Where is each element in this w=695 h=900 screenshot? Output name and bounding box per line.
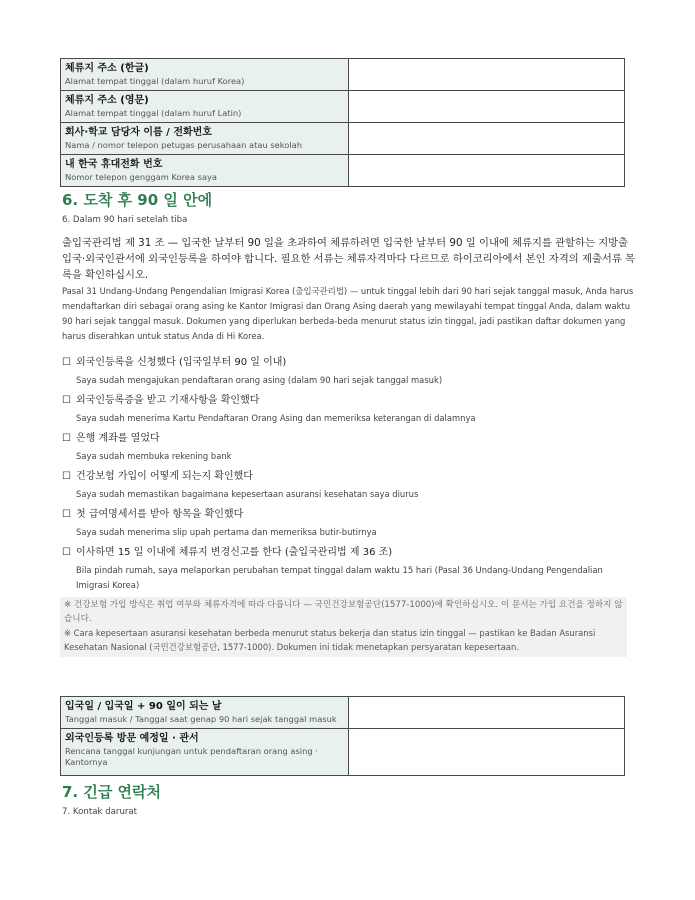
checklist-label-id: Saya sudah menerima slip upah pertama dan memeriksa butir-butirnya bbox=[76, 527, 377, 537]
section-6-heading: 6. 도착 후 90 일 안에 bbox=[62, 191, 213, 209]
field-label-ko: 체류지 주소 (한글) bbox=[65, 63, 149, 74]
checklist-item[interactable] bbox=[62, 507, 637, 540]
section-7-subtitle: 7. Kontak darurat bbox=[62, 807, 138, 817]
table-row bbox=[61, 155, 625, 187]
checklist-item[interactable] bbox=[62, 393, 637, 426]
residence-info-table bbox=[60, 58, 625, 187]
field-label bbox=[61, 697, 349, 729]
entry-date-field[interactable] bbox=[349, 697, 625, 729]
checklist-item[interactable] bbox=[62, 469, 637, 502]
field-label bbox=[61, 155, 349, 187]
field-label bbox=[61, 729, 349, 776]
table-row bbox=[61, 697, 625, 729]
checkbox-icon[interactable]: ☐ bbox=[62, 395, 71, 406]
field-label-id: Nomor telepon genggam Korea saya bbox=[65, 172, 218, 182]
registration-dates-table bbox=[60, 696, 625, 776]
table-row bbox=[61, 729, 625, 776]
note-text-id: ※ Cara kepesertaan asuransi kesehatan berbeda menurut status bekerja dan status izin tinggal — pastikan ke Badan Asuransi Kesehatan Nasional (국민건강보험공단, 1577-1000). Dokumen ini tidak menetapkan persyaratan kepesertaan. bbox=[64, 628, 596, 652]
checklist-label-id: Bila pindah rumah, saya melaporkan perubahan tempat tinggal dalam waktu 15 hari (Pasal 36 Undang-Undang Pengendalian Imigrasi Korea) bbox=[76, 565, 603, 590]
checklist-label-ko: 은행 계좌를 열었다 bbox=[76, 433, 160, 444]
checklist-label-ko: 외국인등록을 신청했다 (입국일부터 90 일 이내) bbox=[76, 357, 287, 368]
checkbox-icon[interactable]: ☐ bbox=[62, 547, 71, 558]
checklist-label-ko: 첫 급여명세서를 받아 항목을 확인했다 bbox=[76, 509, 244, 520]
checklist-item[interactable] bbox=[62, 431, 637, 464]
checkbox-icon[interactable]: ☐ bbox=[62, 357, 71, 368]
note-text-ko: ※ 건강보험 가입 방식은 취업 여부와 체류자격에 따라 다릅니다 — 국민건강보험공단(1577-1000)에 확인하십시오. 이 문서는 가입 요건을 정하지 않습니다. bbox=[64, 600, 623, 624]
checklist-label-id: Saya sudah memastikan bagaimana kepesertaan asuransi kesehatan saya diurus bbox=[76, 489, 419, 499]
field-label-id: Alamat tempat tinggal (dalam huruf Korea) bbox=[65, 76, 245, 86]
field-label-id: Rencana tanggal kunjungan untuk pendaftaran orang asing · Kantornya bbox=[65, 746, 318, 767]
field-label-ko: 체류지 주소 (영문) bbox=[65, 95, 149, 106]
checklist-label-ko: 건강보험 가입이 어떻게 되는지 확인했다 bbox=[76, 471, 253, 482]
checklist-label-ko: 외국인등록증을 받고 기재사항을 확인했다 bbox=[76, 395, 260, 406]
field-label-ko: 회사·학교 담당자 이름 / 전화번호 bbox=[65, 127, 212, 138]
field-label bbox=[61, 59, 349, 91]
checklist-label-ko: 이사하면 15 일 이내에 체류지 변경신고를 한다 (출입국관리법 제 36 조) bbox=[76, 547, 393, 558]
field-label-id: Nama / nomor telepon petugas perusahaan atau sekolah bbox=[65, 140, 303, 150]
section-6-subtitle: 6. Dalam 90 hari setelah tiba bbox=[62, 215, 188, 225]
checkbox-icon[interactable]: ☐ bbox=[62, 471, 71, 482]
field-label-ko: 내 한국 휴대전화 번호 bbox=[65, 159, 163, 170]
field-label-ko: 입국일 / 입국일 + 90 일이 되는 날 bbox=[65, 701, 222, 712]
checklist-label-id: Saya sudah membuka rekening bank bbox=[76, 451, 232, 461]
checklist-label-id: Saya sudah menerima Kartu Pendaftaran Orang Asing dan memeriksa keterangan di dalamnya bbox=[76, 413, 476, 423]
checklist-label-id: Saya sudah mengajukan pendaftaran orang asing (dalam 90 hari sejak tanggal masuk) bbox=[76, 375, 443, 385]
field-label bbox=[61, 91, 349, 123]
residence-address-latin-field[interactable] bbox=[349, 91, 625, 123]
field-label-id: Tanggal masuk / Tanggal saat genap 90 hari sejak tanggal masuk bbox=[65, 714, 337, 724]
field-label-id: Alamat tempat tinggal (dalam huruf Latin) bbox=[65, 108, 242, 118]
contact-person-field[interactable] bbox=[349, 123, 625, 155]
registration-visit-field[interactable] bbox=[349, 729, 625, 776]
field-label-ko: 외국인등록 방문 예정일 · 관서 bbox=[65, 733, 199, 744]
table-row bbox=[61, 123, 625, 155]
table-row bbox=[61, 91, 625, 123]
checklist-item[interactable] bbox=[62, 355, 637, 388]
checkbox-icon[interactable]: ☐ bbox=[62, 433, 71, 444]
field-label bbox=[61, 123, 349, 155]
section-6-paragraph-ko: 출입국관리법 제 31 조 — 입국한 날부터 90 일을 초과하여 체류하려면 입국한 날부터 90 일 이내에 체류지를 관할하는 지방출입국·외국인관서에 외국인등록을 하여야 합니다. 필요한 서류는 체류자격마다 다르므로 하이코리아에서 본인 자격의 제출서류 목록을 확인하십시오. bbox=[62, 237, 635, 281]
health-insurance-note bbox=[60, 597, 627, 657]
korean-phone-field[interactable] bbox=[349, 155, 625, 187]
section-6-paragraph-id: Pasal 31 Undang-Undang Pengendalian Imigrasi Korea (출입국관리법) — untuk tinggal lebih dari 90 hari sejak tanggal masuk, Anda harus mendaftarkan diri sebagai orang asing ke Kantor Imigrasi dan Orang Asing daerah yang mewilayahi tempat tinggal Anda, dalam waktu 90 hari sejak tanggal masuk. Dokumen yang diperlukan berbeda-beda menurut status izin tinggal, jadi pastikan daftar dokumen yang harus diserahkan untuk status Anda di Hi Korea. bbox=[62, 286, 634, 341]
table-row bbox=[61, 59, 625, 91]
residence-address-korean-field[interactable] bbox=[349, 59, 625, 91]
checklist-item[interactable] bbox=[62, 545, 637, 593]
checkbox-icon[interactable]: ☐ bbox=[62, 509, 71, 520]
section-7-heading: 7. 긴급 연락처 bbox=[62, 783, 162, 801]
